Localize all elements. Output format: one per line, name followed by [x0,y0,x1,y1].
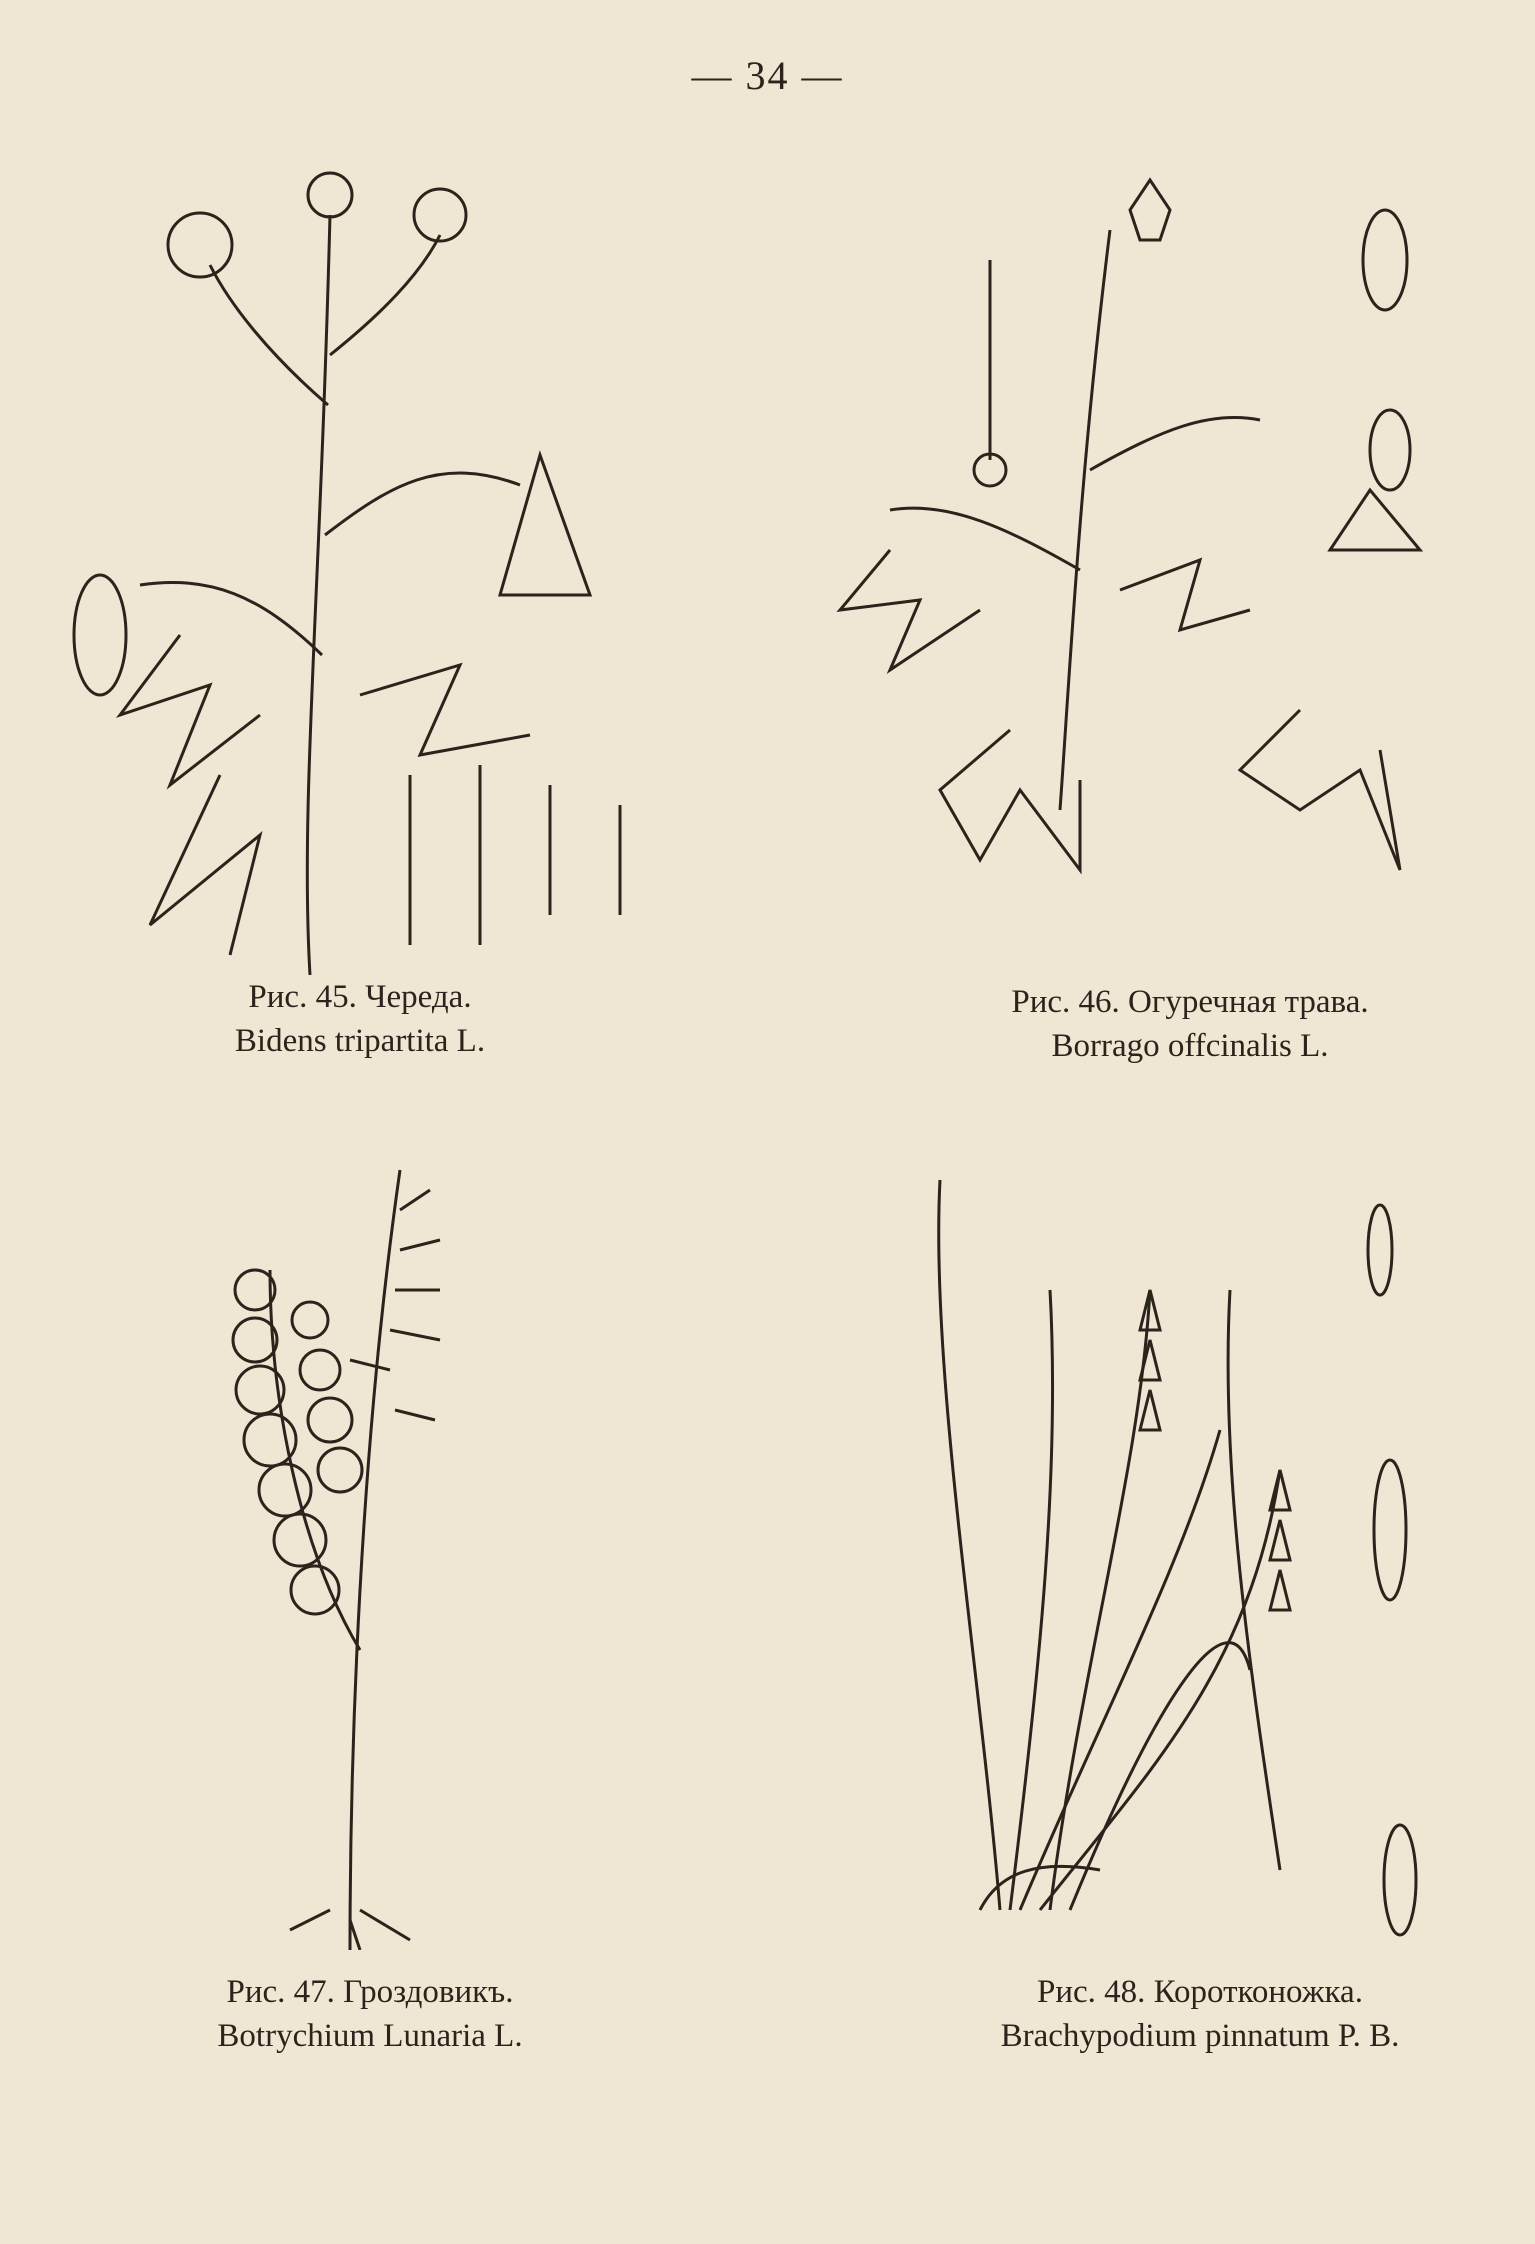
figure-45-caption [140,975,580,1063]
figure-45-caption-latin: Bidens tripartita L. [234,1023,486,1059]
figure-48-caption-latin: Brachypodium pinnatum P. B. [1000,2018,1400,2054]
figure-47-caption-latin: Botrychium Lunaria L. [217,2018,523,2054]
figure-46-caption [930,980,1450,1068]
figure-48-caption-ru: Рис. 48. Коротконожка. [1037,1974,1363,2010]
figure-46-caption-ru: Рис. 46. Огуречная трава. [1011,984,1369,1020]
figure-45-caption-ru: Рис. 45. Череда. [248,979,472,1015]
figure-48-caption [920,1970,1480,2058]
figure-47-caption-ru: Рис. 47. Гроздовикъ. [226,1974,514,2010]
figure-47-caption [140,1970,600,2058]
page-number: — 34 — [691,53,844,98]
figure-46-illustration [830,170,1470,960]
figure-48-illustration [900,1170,1460,1960]
figure-46-caption-latin: Borrago offcinalis L. [1051,1028,1329,1064]
figure-47-illustration [200,1150,500,1950]
figure-45-illustration [60,155,660,975]
